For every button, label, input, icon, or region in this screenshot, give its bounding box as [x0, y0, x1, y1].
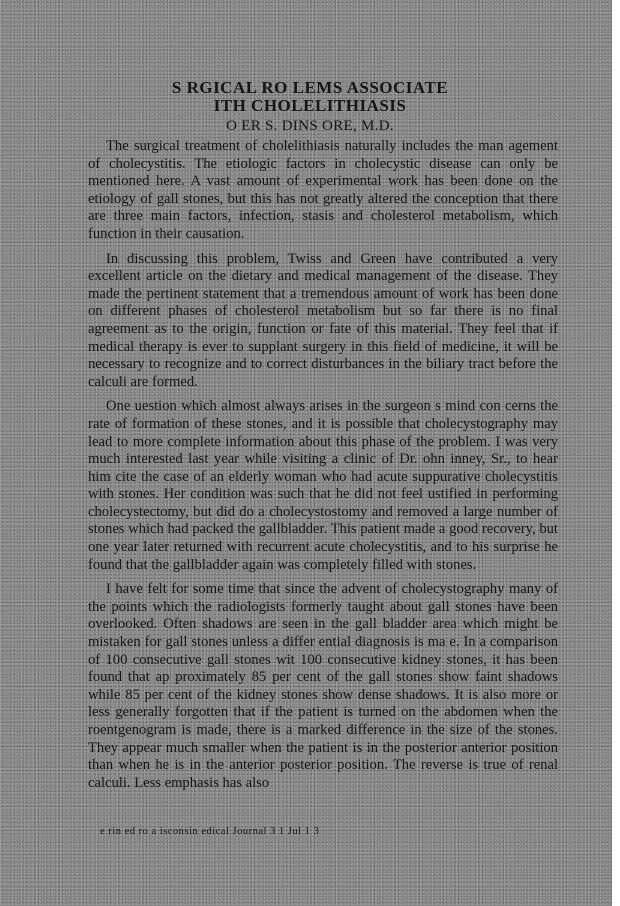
citation-footer: e rin ed ro a isconsin edical Journal 3 1 Jul 1 3	[100, 826, 320, 837]
paragraph-4: I have felt for some time that since the advent of cholecystography many of the points which the radiologists formerly taught about gall stones have been overlooked. Often shadows are seen in the gall bladder area which might be mistaken for gall stones unless a differ ential diagnosis is ma e. In a comparison of 100 consecutive gall stones wit 100 consecutive kidney stones, it has been found that ap proximately 85 per cent of the gall stones show faint shadows while 85 per cent of the kidney stones show dense shadows. It is also more or less generally forgotten that if the patient is turned on the abdomen when the roentgenogram is made, there is a marked difference in the size of the stones. They appear much smaller when the patient is in the posterior anterior position than when he is in the anterior posterior position. The reverse is true of renal calculi. Less emphasis has also	[88, 581, 558, 791]
article-author: O ER S. DINS ORE, M.D.	[226, 118, 394, 134]
article-title-line-1: S RGICAL RO LEMS ASSOCIATE	[171, 78, 449, 97]
paragraph-1: The surgical treatment of cholelithiasis naturally includes the man agement of cholecystitis. The etiologic factors in cholecystic disease can only be mentioned here. A vast amount of experimental work has been done on the etiology of gall stones, but this has not greatly altered the conception that there are three main factors, infection, stasis and cholesterol metabolism, which function in their causation.	[88, 138, 558, 242]
article-body	[88, 138, 558, 799]
article-title-line-2: ITH CHOLELITHIASIS	[213, 96, 407, 115]
paragraph-3: One uestion which almost always arises in the surgeon s mind con cerns the rate of formation of these stones, and it is possible that cholecystography may lead to more complete information about this phase of the problem. I was very much interested last year while visiting a clinic of Dr. ohn inney, Sr., to hear him cite the case of an elderly woman who had acute suppurative cholecystitis with stones. Her condition was such that he did not feel ustified in performing cholecystectomy, but did do a cholecystostomy and removed a large number of stones which had packed the gallbladder. This patient made a good recovery, but one year later returned with recurrent acute cholecystitis, and to his surprise he found that the gallbladder again was completely filled with stones.	[88, 398, 558, 573]
paragraph-2: In discussing this problem, Twiss and Green have contributed a very excellent article on the dietary and medical management of the disease. They made the pertinent statement that a tremendous amount of work has been done on different phases of cholesterol metabolism but so far there is no final agreement as to the origin, function or fate of this material. They feel that if medical therapy is ever to supplant surgery in this field of medicine, it will be necessary to recognize and to correct disturbances in the biliary tract before the calculi are formed.	[88, 250, 558, 390]
